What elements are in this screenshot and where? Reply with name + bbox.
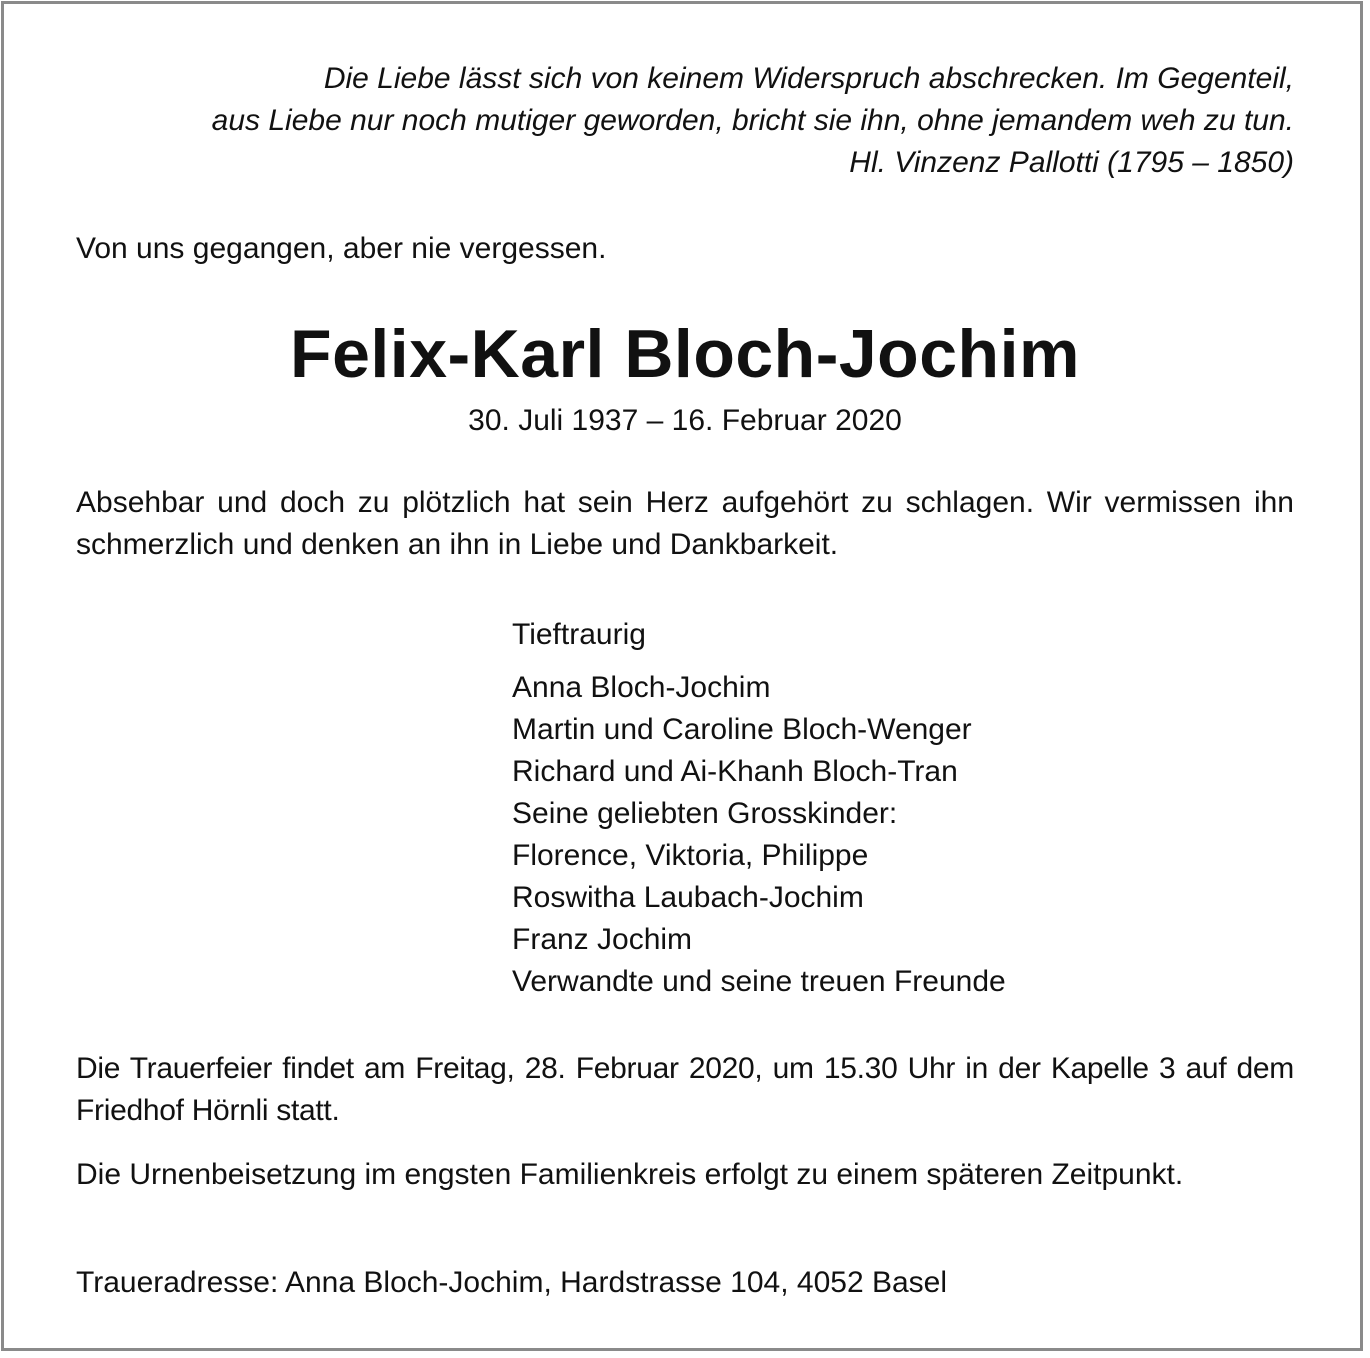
mourning-address: Traueradresse: Anna Bloch-Jochim, Hardstrasse 104, 4052 Basel: [76, 1266, 948, 1299]
deceased-name: Felix-Karl Bloch-Jochim: [290, 316, 1080, 392]
quote-line: aus Liebe nur noch mutiger geworden, bricht sie ihn, ohne jemandem weh zu tun.: [211, 104, 1294, 137]
quote-block: [76, 58, 1294, 184]
mourner-name: Florence, Viktoria, Philippe: [512, 839, 869, 872]
message-text: Absehbar und doch zu plötzlich hat sein Herz aufgehört zu schlagen. Wir vermissen ihn schmerzlich und denken an ihn in Liebe und Dankbarkeit.: [76, 486, 1294, 561]
mourner-name: Verwandte und seine treuen Freunde: [512, 965, 1006, 998]
quote-line: Die Liebe lässt sich von keinem Widerspruch abschrecken. Im Gegenteil,: [323, 62, 1294, 95]
deceased-dates: 30. Juli 1937 – 16. Februar 2020: [468, 404, 902, 437]
mourner-name: Franz Jochim: [512, 923, 693, 956]
urn-info: Die Urnenbeisetzung im engsten Familienkreis erfolgt zu einem späteren Zeitpunkt.: [76, 1158, 1184, 1191]
mourner-name: Roswitha Laubach-Jochim: [512, 881, 864, 914]
mourners-heading: Tieftraurig: [512, 618, 646, 651]
mourner-name: Richard und Ai-Khanh Bloch-Tran: [512, 755, 958, 788]
quote-author: Hl. Vinzenz Pallotti (1795 – 1850): [849, 146, 1294, 179]
mourners-list: [512, 614, 1006, 1003]
mourner-name: Martin und Caroline Bloch-Wenger: [512, 713, 972, 746]
intro-text: Von uns gegangen, aber nie vergessen.: [76, 232, 607, 265]
funeral-info: Die Trauerfeier findet am Freitag, 28. Februar 2020, um 15.30 Uhr in der Kapelle 3 auf dem Friedhof Hörnli statt.: [76, 1052, 1294, 1127]
mourner-name: Seine geliebten Grosskinder:: [512, 797, 898, 830]
mourner-name: Anna Bloch-Jochim: [512, 671, 771, 704]
